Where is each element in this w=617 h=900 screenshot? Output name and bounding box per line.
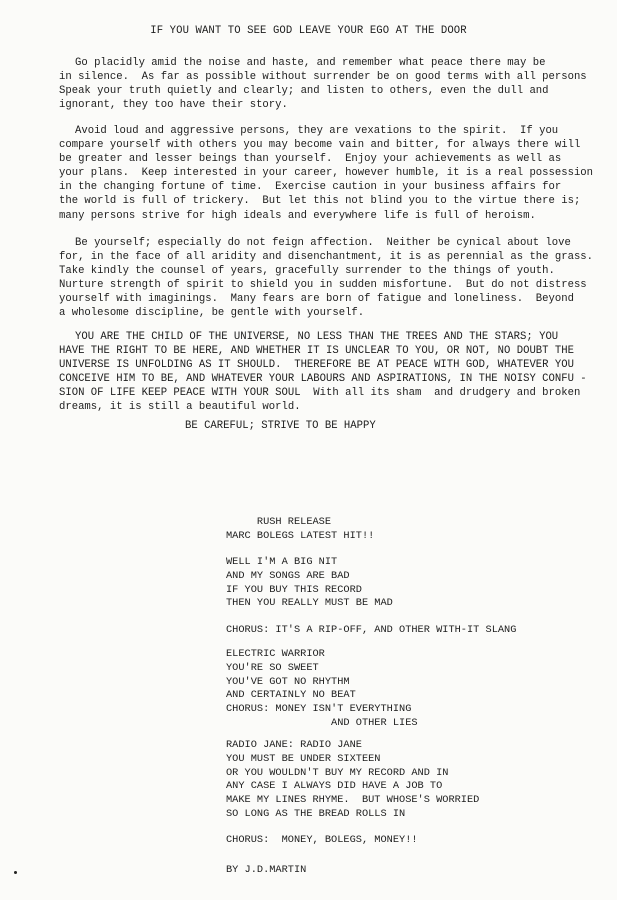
song-verse-3 [226, 739, 586, 822]
song-heading-line: RUSH RELEASE [226, 516, 332, 528]
lyric-line: MAKE MY LINES RHYME. BUT WHOSE'S WORRIED [226, 794, 480, 807]
text-line: in the changing fortune of time. Exercise caution in your business affairs for [59, 181, 562, 194]
lyric-line: CHORUS: MONEY ISN'T EVERYTHING [226, 703, 412, 716]
paragraph-1 [59, 56, 607, 112]
lyric-line: OR YOU WOULDN'T BUY MY RECORD AND IN [226, 766, 449, 779]
text-line: compare yourself with others you may become vain and bitter, for always there will [59, 139, 581, 152]
song-verse-2 [226, 648, 586, 731]
lyric-line: ANY CASE I ALWAYS DID HAVE A JOB TO [226, 780, 443, 793]
text-line: Go placidly amid the noise and haste, and remember what peace there may be [75, 57, 546, 69]
lyric-line: SO LONG AS THE BREAD ROLLS IN [226, 807, 406, 820]
text-line: dreams, it is still a beautiful world. [59, 401, 301, 414]
song-heading-line: MARC BOLEGS LATEST HIT!! [226, 529, 375, 542]
text-line: Nurture strength of spirit to shield you in sudden misfortune. But do not distress [59, 279, 587, 292]
paragraph-2 [59, 124, 607, 223]
song-chorus-1 [226, 624, 586, 638]
closing-line: BE CAREFUL; STRIVE TO BE HAPPY [185, 420, 376, 432]
lyric-line: YOU'RE SO SWEET [226, 661, 319, 674]
text-line: Be yourself; especially do not feign affection. Neither be cynical about love [75, 237, 571, 249]
lyric-line: AND MY SONGS ARE BAD [226, 569, 350, 582]
paragraph-3 [59, 236, 607, 321]
song-verse-1 [226, 556, 586, 611]
lyric-line: AND CERTAINLY NO BEAT [226, 689, 356, 702]
text-line: be greater and lesser beings than yourself. Enjoy your achievements as well as [59, 153, 562, 166]
text-line: CONCEIVE HIM TO BE, AND WHATEVER YOUR LABOURS AND ASPIRATIONS, IN THE NOISY CONFU - [59, 373, 587, 386]
lyric-line: CHORUS: IT'S A RIP-OFF, AND OTHER WITH-IT SLANG [226, 624, 517, 636]
lyric-line: RADIO JANE: RADIO JANE [226, 739, 362, 751]
lyric-line: THEN YOU REALLY MUST BE MAD [226, 597, 393, 610]
text-line: your plans. Keep interested in your career, however humble, it is a real possession [59, 167, 594, 180]
text-line: many persons strive for high ideals and everywhere life is full of heroism. [59, 209, 536, 222]
page-title: IF YOU WANT TO SEE GOD LEAVE YOUR EGO AT THE DOOR [150, 25, 467, 37]
text-line: Speak your truth quietly and clearly; and listen to others, even the dull and [59, 85, 549, 98]
ink-speck [14, 871, 17, 874]
song-chorus-final [226, 834, 586, 848]
lyric-line: WELL I'M A BIG NIT [226, 556, 338, 568]
text-line: for, in the face of all aridity and disenchantment, it is as perennial as the grass. [59, 251, 594, 264]
text-line: in silence. As far as possible without surrender be on good terms with all persons [59, 71, 587, 84]
text-line: Take kindly the counsel of years, gracefully surrender to the things of youth. [59, 265, 555, 278]
text-line: ignorant, they too have their story. [59, 99, 288, 112]
text-line: HAVE THE RIGHT TO BE HERE, AND WHETHER IT IS UNCLEAR TO YOU, OR NOT, NO DOUBT THE [59, 345, 574, 358]
byline-text: BY J.D.MARTIN [226, 864, 307, 876]
lyric-line: AND OTHER LIES [226, 716, 418, 729]
text-line: a wholesome discipline, be gentle with yourself. [59, 307, 365, 320]
lyric-line: IF YOU BUY THIS RECORD [226, 583, 362, 596]
text-line: YOU ARE THE CHILD OF THE UNIVERSE, NO LESS THAN THE TREES AND THE STARS; YOU [75, 331, 559, 343]
author-byline [226, 864, 586, 878]
lyric-line: ELECTRIC WARRIOR [226, 648, 325, 660]
text-line: the world is full of trickery. But let this not blind you to the virtue there is; [59, 195, 581, 208]
song-heading [226, 516, 586, 544]
text-line: SION OF LIFE KEEP PEACE WITH YOUR SOUL With all its sham and drudgery and broken [59, 387, 581, 400]
lyric-line: CHORUS: MONEY, BOLEGS, MONEY!! [226, 834, 418, 846]
lyric-line: YOU MUST BE UNDER SIXTEEN [226, 752, 381, 765]
paragraph-4 [59, 330, 607, 415]
lyric-line: YOU'VE GOT NO RHYTHM [226, 675, 350, 688]
text-line: Avoid loud and aggressive persons, they are vexations to the spirit. If you [75, 125, 559, 137]
text-line: UNIVERSE IS UNFOLDING AS IT SHOULD. THEREFORE BE AT PEACE WITH GOD, WHATEVER YOU [59, 359, 574, 372]
text-line: yourself with imaginings. Many fears are born of fatigue and loneliness. Beyond [59, 293, 574, 306]
